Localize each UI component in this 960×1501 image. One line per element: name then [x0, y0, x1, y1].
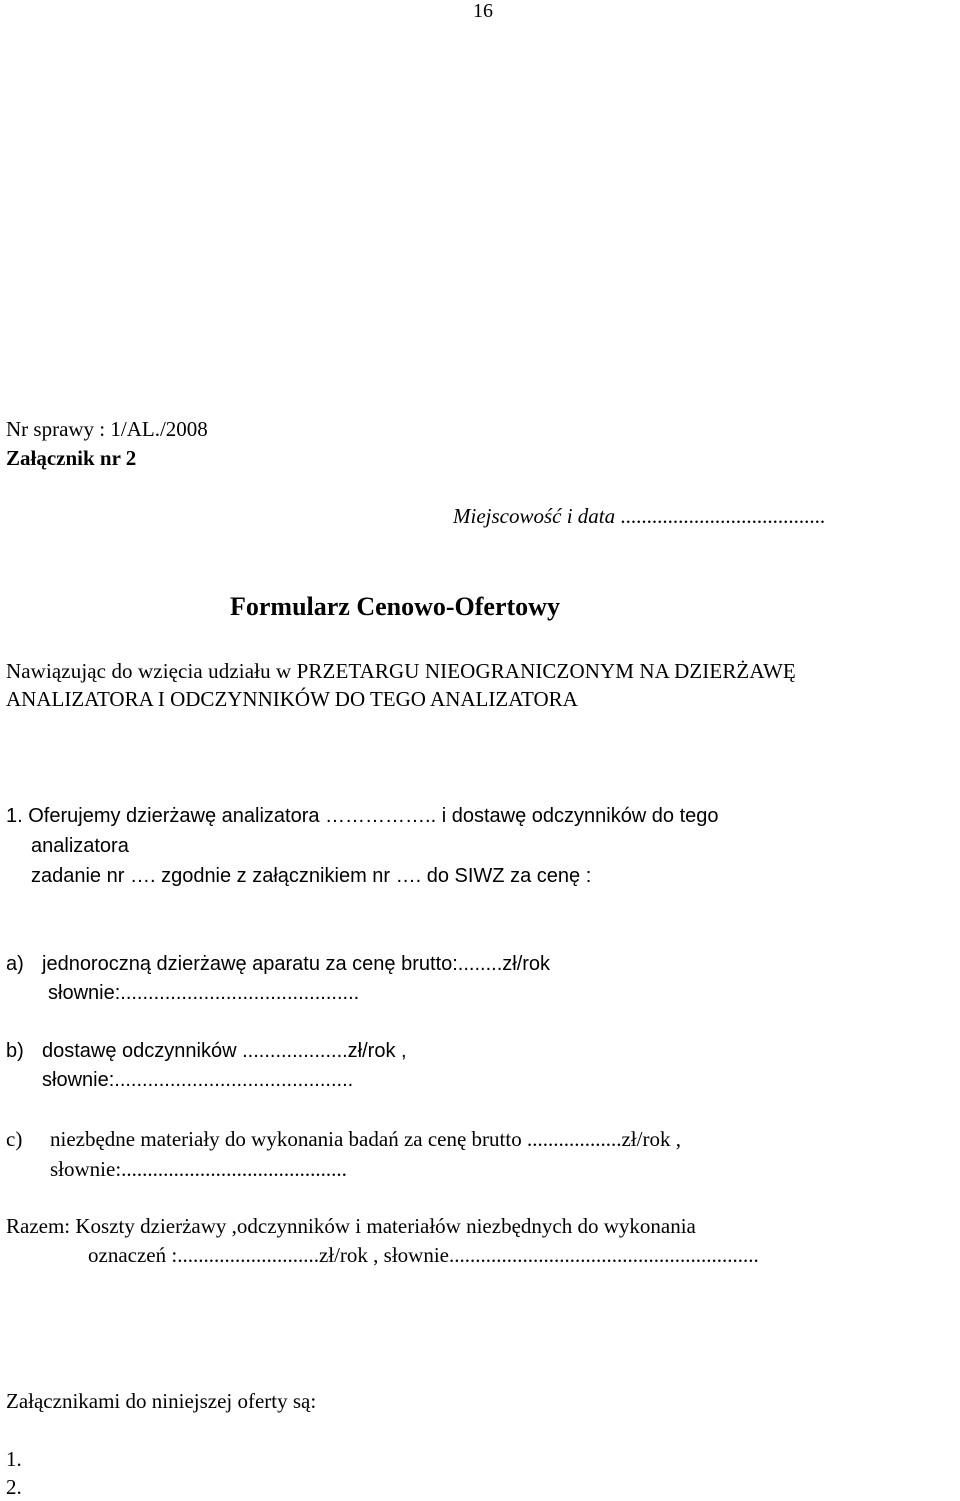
item-b-marker: b): [6, 1040, 24, 1062]
case-number: Nr sprawy : 1/AL./2008: [6, 417, 208, 441]
summary-line-1: Razem: Koszty dzierżawy ,odczynników i materiałów niezbędnych do wykonania: [6, 1214, 696, 1238]
item-c-text: niezbędne materiały do wykonania badań za cenę brutto ..................zł/rok ,: [50, 1127, 681, 1151]
item-b-words: słownie:...........................................: [42, 1069, 354, 1091]
item-c-words: słownie:...........................................: [50, 1157, 347, 1181]
intro-line-1: Nawiązując do wzięcia udziału w PRZETARGU NIEOGRANICZONYM NA DZIERŻAWĘ: [6, 659, 796, 683]
item-a-marker: a): [6, 953, 24, 975]
item-c-marker: c): [6, 1127, 23, 1151]
item-a-words: słownie:...........................................: [48, 982, 360, 1004]
offer-line-2: analizatora: [31, 835, 129, 857]
page-title: Formularz Cenowo-Ofertowy: [230, 592, 560, 621]
attachments-heading: Załącznikami do niniejszej oferty są:: [6, 1389, 317, 1413]
place-date-dots: .......................................: [620, 504, 826, 528]
page-number: 16: [473, 0, 493, 22]
item-a-text: jednoroczną dzierżawę aparatu za cenę brutto:........zł/rok: [42, 953, 551, 975]
item-b-text: dostawę odczynników ...................zł/rok ,: [42, 1040, 407, 1062]
summary-line-2: oznaczeń :...........................zł/rok , słownie...........................................................: [88, 1243, 759, 1267]
offer-line-1: 1. Oferujemy dzierżawę analizatora …………….. i dostawę odczynników do tego: [6, 805, 719, 827]
place-date: [453, 506, 825, 527]
offer-line-3: zadanie nr …. zgodnie z załącznikiem nr …. do SIWZ za cenę :: [31, 865, 592, 887]
place-date-label: Miejscowość i data: [453, 504, 616, 528]
attachment-label: Załącznik nr 2: [6, 446, 137, 470]
attachment-item-1: 1.: [6, 1447, 22, 1471]
attachment-item-2: 2.: [6, 1475, 22, 1499]
intro-line-2: ANALIZATORA I ODCZYNNIKÓW DO TEGO ANALIZATORA: [6, 687, 578, 711]
